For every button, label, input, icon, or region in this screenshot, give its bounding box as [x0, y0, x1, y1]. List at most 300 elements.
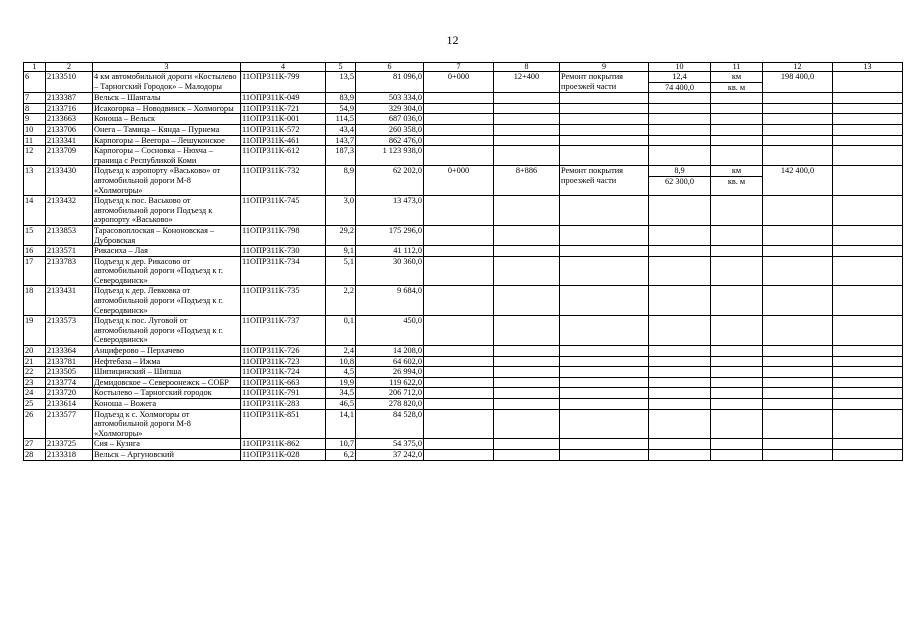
road-length: 83,9 — [326, 93, 356, 104]
note — [833, 225, 903, 245]
work-type — [560, 449, 649, 460]
road-code: 2133663 — [46, 114, 93, 125]
table-row — [24, 367, 903, 378]
table-row — [24, 246, 903, 257]
road-id: 11ОПР311К-730 — [241, 246, 326, 257]
road-code: 2133571 — [46, 246, 93, 257]
road-area: 81 096,0 — [356, 72, 424, 93]
road-name: Подъезд к пос. Васьково от автомобильной дороги Подъезд к аэропорту «Васьково» — [93, 196, 241, 226]
road-name: Шипицинский – Шипша — [93, 367, 241, 378]
road-area: 278 820,0 — [356, 399, 424, 410]
row-number: 19 — [24, 316, 46, 346]
road-area: 13 473,0 — [356, 196, 424, 226]
section-start — [424, 356, 494, 367]
note — [833, 367, 903, 378]
section-end — [494, 409, 560, 439]
section-end — [494, 449, 560, 460]
section-end: 12+400 — [494, 72, 560, 93]
table-row — [24, 439, 903, 450]
work-type — [560, 124, 649, 135]
row-number: 8 — [24, 103, 46, 114]
road-length: 10,7 — [326, 439, 356, 450]
work-unit — [711, 103, 763, 114]
table-row — [24, 286, 903, 316]
road-area: 9 684,0 — [356, 286, 424, 316]
work-cost — [763, 114, 833, 125]
section-start — [424, 246, 494, 257]
section-end — [494, 377, 560, 388]
work-unit — [711, 449, 763, 460]
work-unit — [711, 135, 763, 146]
column-number: 5 — [326, 63, 356, 72]
work-unit — [711, 225, 763, 245]
section-end — [494, 196, 560, 226]
work-cost — [763, 367, 833, 378]
road-id: 11ОПР311К-612 — [241, 146, 326, 166]
work-unit — [711, 114, 763, 125]
section-start — [424, 439, 494, 450]
work-type — [560, 114, 649, 125]
section-start — [424, 377, 494, 388]
road-code: 2133853 — [46, 225, 93, 245]
road-id: 11ОПР311К-663 — [241, 377, 326, 388]
road-code: 2133387 — [46, 93, 93, 104]
work-unit — [711, 196, 763, 226]
road-code: 2133781 — [46, 356, 93, 367]
note — [833, 103, 903, 114]
road-area: 687 036,0 — [356, 114, 424, 125]
road-area: 329 304,0 — [356, 103, 424, 114]
work-unit — [711, 409, 763, 439]
road-id: 11ОПР311К-862 — [241, 439, 326, 450]
section-start: 0+000 — [424, 166, 494, 196]
road-area: 26 994,0 — [356, 367, 424, 378]
road-area: 37 242,0 — [356, 449, 424, 460]
road-name: Сия – Кузнга — [93, 439, 241, 450]
work-volume — [649, 346, 711, 357]
section-start — [424, 316, 494, 346]
work-cost — [763, 124, 833, 135]
road-code: 2133505 — [46, 367, 93, 378]
work-type — [560, 409, 649, 439]
work-volume — [649, 135, 711, 146]
road-code: 2133432 — [46, 196, 93, 226]
work-cost — [763, 377, 833, 388]
road-length: 2,2 — [326, 286, 356, 316]
note — [833, 72, 903, 93]
work-cost — [763, 256, 833, 286]
road-area: 14 208,0 — [356, 346, 424, 357]
note — [833, 409, 903, 439]
table-row — [24, 346, 903, 357]
road-name: Костылево – Тарногский городок — [93, 388, 241, 399]
road-id: 11ОПР311К-028 — [241, 449, 326, 460]
work-cost — [763, 409, 833, 439]
work-unit — [711, 93, 763, 104]
table-row — [24, 114, 903, 125]
work-type — [560, 256, 649, 286]
work-cost — [763, 346, 833, 357]
work-volume-bottom: 62 300,0 — [664, 176, 695, 186]
work-unit — [711, 166, 763, 196]
note — [833, 388, 903, 399]
note — [833, 399, 903, 410]
row-number: 16 — [24, 246, 46, 257]
work-volume — [649, 246, 711, 257]
road-area: 54 375,0 — [356, 439, 424, 450]
section-start — [424, 346, 494, 357]
table-row — [24, 377, 903, 388]
row-number: 6 — [24, 72, 46, 93]
road-code: 2133364 — [46, 346, 93, 357]
road-id: 11ОПР311К-791 — [241, 388, 326, 399]
work-volume — [649, 399, 711, 410]
work-type — [560, 146, 649, 166]
work-volume — [649, 439, 711, 450]
road-length: 8,9 — [326, 166, 356, 196]
work-type — [560, 367, 649, 378]
road-area: 1 123 938,0 — [356, 146, 424, 166]
roads-table — [23, 62, 903, 461]
work-volume — [649, 114, 711, 125]
work-volume-bottom: 74 400,0 — [664, 82, 695, 92]
work-type — [560, 346, 649, 357]
work-unit — [711, 346, 763, 357]
work-volume-top: 12,4 — [649, 72, 710, 83]
note — [833, 356, 903, 367]
note — [833, 449, 903, 460]
work-type — [560, 316, 649, 346]
row-number: 17 — [24, 256, 46, 286]
road-length: 34,5 — [326, 388, 356, 399]
road-area: 175 296,0 — [356, 225, 424, 245]
work-type: Ремонт покрытия проезжей части — [560, 166, 649, 196]
work-cost — [763, 146, 833, 166]
road-id: 11ОПР311К-745 — [241, 196, 326, 226]
note — [833, 135, 903, 146]
work-unit-bottom: кв. м — [727, 82, 746, 92]
section-start — [424, 225, 494, 245]
road-name: Коноша – Вожега — [93, 399, 241, 410]
work-volume — [649, 225, 711, 245]
road-id: 11ОПР311К-723 — [241, 356, 326, 367]
road-code: 2133318 — [46, 449, 93, 460]
section-end — [494, 356, 560, 367]
note — [833, 246, 903, 257]
note — [833, 166, 903, 196]
road-id: 11ОПР311К-737 — [241, 316, 326, 346]
work-volume-top: 8,9 — [649, 166, 710, 177]
road-id: 11ОПР311К-851 — [241, 409, 326, 439]
road-length: 3,0 — [326, 196, 356, 226]
road-name: Нефтебаза – Ижма — [93, 356, 241, 367]
road-name: 4 км автомобильной дороги «Костылево – Тарногский Городок» – Малодоры — [93, 72, 241, 93]
road-name: Карпогоры – Сосновка – Нюхча – граница с Республикой Коми — [93, 146, 241, 166]
work-unit-top: км — [711, 166, 762, 177]
road-code: 2133341 — [46, 135, 93, 146]
road-id: 11ОПР311К-721 — [241, 103, 326, 114]
row-number: 9 — [24, 114, 46, 125]
road-length: 9,1 — [326, 246, 356, 257]
table-row — [24, 409, 903, 439]
road-area: 30 360,0 — [356, 256, 424, 286]
section-start — [424, 367, 494, 378]
road-code: 2133709 — [46, 146, 93, 166]
road-code: 2133706 — [46, 124, 93, 135]
road-name: Тарасовоплоская – Кононовская – Дубровская — [93, 225, 241, 245]
work-cost: 198 400,0 — [763, 72, 833, 93]
work-cost — [763, 196, 833, 226]
road-code: 2133774 — [46, 377, 93, 388]
table-row — [24, 316, 903, 346]
section-start: 0+000 — [424, 72, 494, 93]
table-row — [24, 388, 903, 399]
work-type — [560, 399, 649, 410]
road-area: 862 476,0 — [356, 135, 424, 146]
road-code: 2133573 — [46, 316, 93, 346]
note — [833, 196, 903, 226]
column-number: 8 — [494, 63, 560, 72]
row-number: 21 — [24, 356, 46, 367]
road-length: 13,5 — [326, 72, 356, 93]
work-volume — [649, 124, 711, 135]
road-id: 11ОПР311К-798 — [241, 225, 326, 245]
row-number: 24 — [24, 388, 46, 399]
road-code: 2133577 — [46, 409, 93, 439]
note — [833, 256, 903, 286]
road-code: 2133430 — [46, 166, 93, 196]
road-length: 187,3 — [326, 146, 356, 166]
road-id: 11ОПР311К-461 — [241, 135, 326, 146]
road-code: 2133510 — [46, 72, 93, 93]
work-cost — [763, 225, 833, 245]
work-type — [560, 388, 649, 399]
section-end — [494, 388, 560, 399]
section-end: 8+886 — [494, 166, 560, 196]
road-length: 5,1 — [326, 256, 356, 286]
work-cost: 142 400,0 — [763, 166, 833, 196]
road-length: 0,1 — [326, 316, 356, 346]
column-number: 6 — [356, 63, 424, 72]
table-row — [24, 124, 903, 135]
table-row — [24, 135, 903, 146]
road-name: Подъезд к дер. Левковка от автомобильной дороги «Подъезд к г. Северодвинск» — [93, 286, 241, 316]
note — [833, 316, 903, 346]
column-number: 13 — [833, 63, 903, 72]
road-name: Вельск – Шангалы — [93, 93, 241, 104]
table-row — [24, 146, 903, 166]
table-row — [24, 256, 903, 286]
section-start — [424, 449, 494, 460]
road-area: 119 622,0 — [356, 377, 424, 388]
section-start — [424, 388, 494, 399]
road-code: 2133716 — [46, 103, 93, 114]
work-type — [560, 196, 649, 226]
work-unit — [711, 124, 763, 135]
section-start — [424, 146, 494, 166]
road-id: 11ОПР311К-001 — [241, 114, 326, 125]
work-type — [560, 439, 649, 450]
column-number-row — [24, 63, 903, 72]
road-code: 2133614 — [46, 399, 93, 410]
row-number: 20 — [24, 346, 46, 357]
section-start — [424, 93, 494, 104]
road-id: 11ОПР311К-726 — [241, 346, 326, 357]
road-name: Вельск – Аргуновский — [93, 449, 241, 460]
work-type — [560, 286, 649, 316]
column-number: 12 — [763, 63, 833, 72]
column-number: 9 — [560, 63, 649, 72]
work-cost — [763, 135, 833, 146]
road-area: 41 112,0 — [356, 246, 424, 257]
work-volume — [649, 377, 711, 388]
road-id: 11ОПР311К-724 — [241, 367, 326, 378]
work-volume — [649, 196, 711, 226]
row-number: 22 — [24, 367, 46, 378]
work-unit — [711, 146, 763, 166]
table-row — [24, 103, 903, 114]
note — [833, 346, 903, 357]
work-unit — [711, 72, 763, 93]
road-id: 11ОПР311К-283 — [241, 399, 326, 410]
work-type — [560, 377, 649, 388]
road-length: 14,1 — [326, 409, 356, 439]
table-row — [24, 449, 903, 460]
work-cost — [763, 449, 833, 460]
work-volume — [649, 103, 711, 114]
note — [833, 439, 903, 450]
section-start — [424, 196, 494, 226]
section-start — [424, 399, 494, 410]
section-end — [494, 135, 560, 146]
row-number: 11 — [24, 135, 46, 146]
column-number: 4 — [241, 63, 326, 72]
section-end — [494, 256, 560, 286]
work-cost — [763, 388, 833, 399]
column-number: 1 — [24, 63, 46, 72]
road-code: 2133725 — [46, 439, 93, 450]
note — [833, 146, 903, 166]
column-number: 11 — [711, 63, 763, 72]
road-id: 11ОПР311К-572 — [241, 124, 326, 135]
work-unit — [711, 246, 763, 257]
work-type — [560, 246, 649, 257]
section-start — [424, 256, 494, 286]
road-name: Демидовское – Североонежск – СОБР — [93, 377, 241, 388]
road-area: 62 202,0 — [356, 166, 424, 196]
row-number: 26 — [24, 409, 46, 439]
road-length: 10,8 — [326, 356, 356, 367]
table-row — [24, 225, 903, 245]
section-end — [494, 114, 560, 125]
road-length: 19,9 — [326, 377, 356, 388]
row-number: 25 — [24, 399, 46, 410]
work-unit — [711, 286, 763, 316]
road-code: 2133431 — [46, 286, 93, 316]
road-id: 11ОПР311К-734 — [241, 256, 326, 286]
note — [833, 286, 903, 316]
road-length: 4,5 — [326, 367, 356, 378]
road-name: Подъезд к дер. Рикасово от автомобильной дороги «Подъезд к г. Северодвинск» — [93, 256, 241, 286]
work-cost — [763, 246, 833, 257]
column-number: 10 — [649, 63, 711, 72]
road-name: Анциферово – Перхачево — [93, 346, 241, 357]
section-end — [494, 286, 560, 316]
table-row — [24, 356, 903, 367]
road-name: Карпогоры – Веегора – Лешуконское — [93, 135, 241, 146]
road-area: 64 602,0 — [356, 356, 424, 367]
road-length: 29,2 — [326, 225, 356, 245]
column-number: 7 — [424, 63, 494, 72]
work-type: Ремонт покрытия проезжей части — [560, 72, 649, 93]
work-cost — [763, 399, 833, 410]
section-start — [424, 409, 494, 439]
table-row — [24, 166, 903, 196]
road-name: Рикасиха – Лая — [93, 246, 241, 257]
road-code: 2133720 — [46, 388, 93, 399]
work-type — [560, 93, 649, 104]
work-unit — [711, 256, 763, 286]
row-number: 12 — [24, 146, 46, 166]
table-row — [24, 72, 903, 93]
road-name: Онега – Тамица – Кянда – Пурнема — [93, 124, 241, 135]
road-area: 450,0 — [356, 316, 424, 346]
row-number: 13 — [24, 166, 46, 196]
work-unit-bottom: кв. м — [727, 176, 746, 186]
row-number: 7 — [24, 93, 46, 104]
road-length: 46,5 — [326, 399, 356, 410]
section-end — [494, 103, 560, 114]
road-area: 260 358,0 — [356, 124, 424, 135]
section-start — [424, 286, 494, 316]
road-name: Подъезд к с. Холмогоры от автомобильной дороги М-8 «Холмогоры» — [93, 409, 241, 439]
road-name: Подъезд к пос. Луговой от автомобильной дороги «Подъезд к г. Северодвинск» — [93, 316, 241, 346]
section-end — [494, 246, 560, 257]
note — [833, 93, 903, 104]
row-number: 23 — [24, 377, 46, 388]
work-unit — [711, 388, 763, 399]
section-start — [424, 114, 494, 125]
road-name: Исакогорка – Новодвинск – Холмогоры — [93, 103, 241, 114]
road-id: 11ОПР311К-799 — [241, 72, 326, 93]
row-number: 15 — [24, 225, 46, 245]
column-number: 3 — [93, 63, 241, 72]
road-id: 11ОПР311К-049 — [241, 93, 326, 104]
section-start — [424, 135, 494, 146]
road-length: 6,2 — [326, 449, 356, 460]
row-number: 10 — [24, 124, 46, 135]
road-name: Коноша – Вельск — [93, 114, 241, 125]
work-unit — [711, 377, 763, 388]
work-unit — [711, 439, 763, 450]
section-end — [494, 124, 560, 135]
row-number: 14 — [24, 196, 46, 226]
page-number: 12 — [446, 33, 459, 47]
work-unit — [711, 367, 763, 378]
road-area: 503 334,0 — [356, 93, 424, 104]
section-end — [494, 367, 560, 378]
section-end — [494, 439, 560, 450]
work-volume — [649, 256, 711, 286]
road-name: Подъезд к аэропорту «Васьково» от автомобильной дороги М-8 «Холмогоры» — [93, 166, 241, 196]
section-end — [494, 316, 560, 346]
work-volume — [649, 409, 711, 439]
road-id: 11ОПР311К-732 — [241, 166, 326, 196]
work-type — [560, 103, 649, 114]
table-body — [24, 63, 903, 461]
road-area: 206 712,0 — [356, 388, 424, 399]
table-row — [24, 196, 903, 226]
